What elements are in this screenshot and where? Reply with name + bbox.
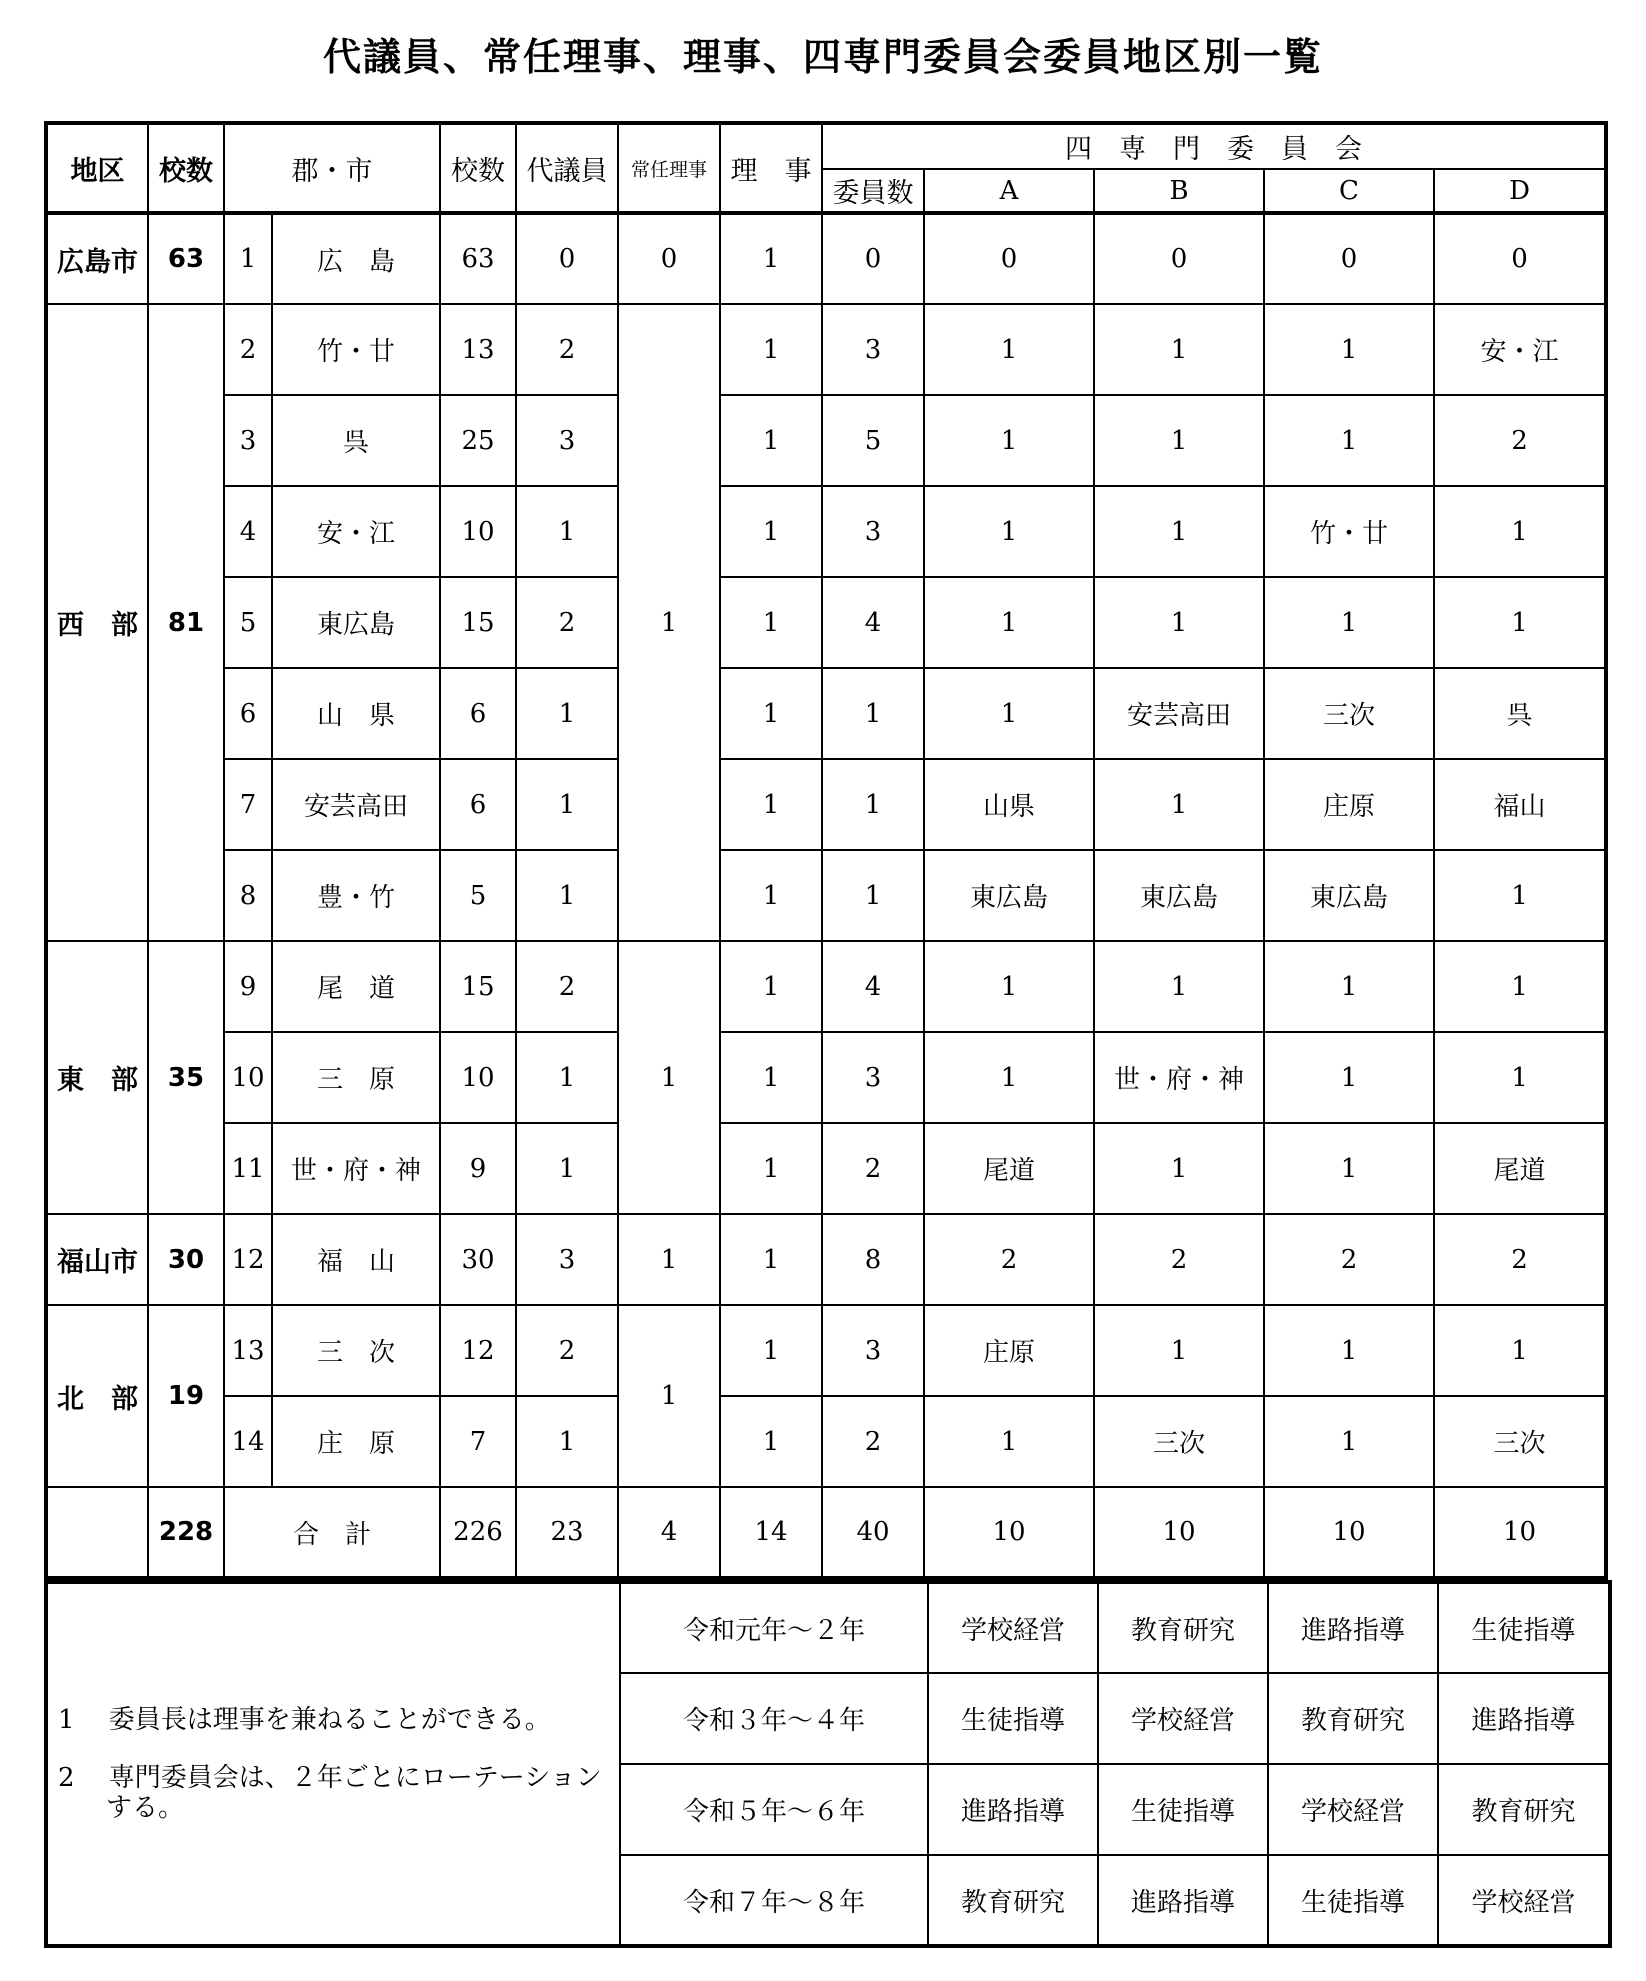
note-1: 1 委員長は理事を兼ねることができる。 bbox=[58, 1705, 551, 1735]
row-schools: 63 bbox=[440, 213, 516, 304]
rotation-d: 教育研究 bbox=[1438, 1764, 1610, 1855]
district-standing: 1 bbox=[618, 1305, 720, 1487]
row-b: 1 bbox=[1094, 1123, 1264, 1214]
row-delegates: 0 bbox=[516, 213, 618, 304]
row-directors: 1 bbox=[720, 850, 822, 941]
row-b: 1 bbox=[1094, 577, 1264, 668]
header-d: D bbox=[1434, 169, 1606, 213]
row-schools: 9 bbox=[440, 1123, 516, 1214]
row-d: 三次 bbox=[1434, 1396, 1606, 1487]
row-b: 東広島 bbox=[1094, 850, 1264, 941]
row-name: 庄 原 bbox=[272, 1396, 440, 1487]
row-directors: 1 bbox=[720, 941, 822, 1032]
row-name: 三 次 bbox=[272, 1305, 440, 1396]
row-b: 1 bbox=[1094, 395, 1264, 486]
total-standing: 4 bbox=[618, 1487, 720, 1578]
header-standing-directors: 常任理事 bbox=[618, 123, 720, 213]
row-name: 竹・廿 bbox=[272, 304, 440, 395]
rotation-d: 生徒指導 bbox=[1438, 1582, 1610, 1673]
row-no: 6 bbox=[224, 668, 272, 759]
row-a: 庄原 bbox=[924, 1305, 1094, 1396]
rotation-c: 教育研究 bbox=[1268, 1673, 1438, 1764]
district-schools: 30 bbox=[148, 1214, 224, 1305]
row-schools: 6 bbox=[440, 759, 516, 850]
row-d: 1 bbox=[1434, 577, 1606, 668]
row-directors: 1 bbox=[720, 304, 822, 395]
row-c: 0 bbox=[1264, 213, 1434, 304]
total-directors: 14 bbox=[720, 1487, 822, 1578]
row-c: 1 bbox=[1264, 941, 1434, 1032]
header-directors: 理 事 bbox=[720, 123, 822, 213]
row-b: 1 bbox=[1094, 759, 1264, 850]
rotation-b: 学校経営 bbox=[1098, 1673, 1268, 1764]
row-d: 0 bbox=[1434, 213, 1606, 304]
total-schools-2: 226 bbox=[440, 1487, 516, 1578]
row-no: 2 bbox=[224, 304, 272, 395]
row-a: 1 bbox=[924, 486, 1094, 577]
row-c: 1 bbox=[1264, 395, 1434, 486]
row-a: 0 bbox=[924, 213, 1094, 304]
row-a: 1 bbox=[924, 304, 1094, 395]
row-directors: 1 bbox=[720, 395, 822, 486]
row-d: 1 bbox=[1434, 850, 1606, 941]
row-c: 東広島 bbox=[1264, 850, 1434, 941]
total-schools: 228 bbox=[148, 1487, 224, 1578]
header-district: 地区 bbox=[46, 123, 148, 213]
row-schools: 7 bbox=[440, 1396, 516, 1487]
row-schools: 12 bbox=[440, 1305, 516, 1396]
total-label: 合 計 bbox=[224, 1487, 440, 1578]
rotation-d: 学校経営 bbox=[1438, 1855, 1610, 1946]
row-delegates: 1 bbox=[516, 759, 618, 850]
row-members: 4 bbox=[822, 941, 924, 1032]
row-delegates: 1 bbox=[516, 486, 618, 577]
district-name: 東 部 bbox=[46, 941, 148, 1214]
row-c: 1 bbox=[1264, 1305, 1434, 1396]
row-no: 11 bbox=[224, 1123, 272, 1214]
rotation-c: 生徒指導 bbox=[1268, 1855, 1438, 1946]
row-schools: 15 bbox=[440, 577, 516, 668]
row-delegates: 2 bbox=[516, 941, 618, 1032]
row-a: 1 bbox=[924, 668, 1094, 759]
row-b: 1 bbox=[1094, 941, 1264, 1032]
row-name: 山 県 bbox=[272, 668, 440, 759]
row-no: 9 bbox=[224, 941, 272, 1032]
row-name: 呉 bbox=[272, 395, 440, 486]
notes bbox=[46, 1582, 620, 1946]
row-directors: 1 bbox=[720, 1396, 822, 1487]
row-name: 三 原 bbox=[272, 1032, 440, 1123]
row-name: 尾 道 bbox=[272, 941, 440, 1032]
district-schools: 81 bbox=[148, 304, 224, 941]
header-c: C bbox=[1264, 169, 1434, 213]
row-delegates: 1 bbox=[516, 1032, 618, 1123]
row-directors: 1 bbox=[720, 213, 822, 304]
district-name: 西 部 bbox=[46, 304, 148, 941]
row-delegates: 1 bbox=[516, 668, 618, 759]
row-d: 2 bbox=[1434, 395, 1606, 486]
row-directors: 1 bbox=[720, 577, 822, 668]
total-b: 10 bbox=[1094, 1487, 1264, 1578]
row-delegates: 3 bbox=[516, 395, 618, 486]
row-members: 1 bbox=[822, 759, 924, 850]
row-delegates: 2 bbox=[516, 577, 618, 668]
row-no: 12 bbox=[224, 1214, 272, 1305]
rotation-c: 進路指導 bbox=[1268, 1582, 1438, 1673]
total-a: 10 bbox=[924, 1487, 1094, 1578]
row-d: 福山 bbox=[1434, 759, 1606, 850]
row-b: 1 bbox=[1094, 304, 1264, 395]
row-b: 2 bbox=[1094, 1214, 1264, 1305]
header-gun-shi: 郡・市 bbox=[224, 123, 440, 213]
row-delegates: 2 bbox=[516, 304, 618, 395]
row-members: 0 bbox=[822, 213, 924, 304]
row-b: 安芸高田 bbox=[1094, 668, 1264, 759]
row-no: 8 bbox=[224, 850, 272, 941]
row-schools: 6 bbox=[440, 668, 516, 759]
district-schools: 35 bbox=[148, 941, 224, 1214]
row-delegates: 1 bbox=[516, 850, 618, 941]
row-a: 1 bbox=[924, 395, 1094, 486]
row-delegates: 1 bbox=[516, 1396, 618, 1487]
row-name: 福 山 bbox=[272, 1214, 440, 1305]
total-c: 10 bbox=[1264, 1487, 1434, 1578]
rotation-b: 進路指導 bbox=[1098, 1855, 1268, 1946]
row-d: 安・江 bbox=[1434, 304, 1606, 395]
row-members: 3 bbox=[822, 486, 924, 577]
row-no: 3 bbox=[224, 395, 272, 486]
header-members: 委員数 bbox=[822, 169, 924, 213]
row-members: 3 bbox=[822, 1032, 924, 1123]
row-no: 1 bbox=[224, 213, 272, 304]
row-schools: 30 bbox=[440, 1214, 516, 1305]
row-members: 1 bbox=[822, 668, 924, 759]
row-members: 3 bbox=[822, 304, 924, 395]
row-schools: 13 bbox=[440, 304, 516, 395]
row-members: 5 bbox=[822, 395, 924, 486]
row-name: 広 島 bbox=[272, 213, 440, 304]
district-standing: 1 bbox=[618, 304, 720, 941]
row-name: 世・府・神 bbox=[272, 1123, 440, 1214]
district-schools: 63 bbox=[148, 213, 224, 304]
row-delegates: 3 bbox=[516, 1214, 618, 1305]
header-delegates: 代議員 bbox=[516, 123, 618, 213]
district-standing: 1 bbox=[618, 1214, 720, 1305]
row-no: 7 bbox=[224, 759, 272, 850]
row-members: 4 bbox=[822, 577, 924, 668]
district-table bbox=[44, 121, 1608, 1580]
rotation-b: 教育研究 bbox=[1098, 1582, 1268, 1673]
row-c: 1 bbox=[1264, 1396, 1434, 1487]
district-standing: 0 bbox=[618, 213, 720, 304]
row-name: 安芸高田 bbox=[272, 759, 440, 850]
row-directors: 1 bbox=[720, 1214, 822, 1305]
rotation-a: 教育研究 bbox=[928, 1855, 1098, 1946]
row-schools: 5 bbox=[440, 850, 516, 941]
row-schools: 10 bbox=[440, 486, 516, 577]
row-a: 尾道 bbox=[924, 1123, 1094, 1214]
row-c: 竹・廿 bbox=[1264, 486, 1434, 577]
row-name: 安・江 bbox=[272, 486, 440, 577]
district-name: 北 部 bbox=[46, 1305, 148, 1487]
row-members: 8 bbox=[822, 1214, 924, 1305]
rotation-a: 進路指導 bbox=[928, 1764, 1098, 1855]
row-c: 三次 bbox=[1264, 668, 1434, 759]
row-c: 1 bbox=[1264, 1123, 1434, 1214]
header-school-count-2: 校数 bbox=[440, 123, 516, 213]
row-d: 1 bbox=[1434, 486, 1606, 577]
row-no: 14 bbox=[224, 1396, 272, 1487]
total-blank bbox=[46, 1487, 148, 1578]
row-d: 1 bbox=[1434, 1305, 1606, 1396]
district-schools: 19 bbox=[148, 1305, 224, 1487]
row-no: 5 bbox=[224, 577, 272, 668]
row-members: 2 bbox=[822, 1123, 924, 1214]
total-delegates: 23 bbox=[516, 1487, 618, 1578]
row-a: 2 bbox=[924, 1214, 1094, 1305]
row-b: 三次 bbox=[1094, 1396, 1264, 1487]
row-directors: 1 bbox=[720, 486, 822, 577]
row-d: 1 bbox=[1434, 1032, 1606, 1123]
row-a: 山県 bbox=[924, 759, 1094, 850]
rotation-a: 生徒指導 bbox=[928, 1673, 1098, 1764]
row-c: 1 bbox=[1264, 1032, 1434, 1123]
row-name: 豊・竹 bbox=[272, 850, 440, 941]
row-schools: 10 bbox=[440, 1032, 516, 1123]
rotation-period: 令和３年～４年 bbox=[620, 1673, 928, 1764]
row-delegates: 2 bbox=[516, 1305, 618, 1396]
header-school-count: 校数 bbox=[148, 123, 224, 213]
row-directors: 1 bbox=[720, 668, 822, 759]
rotation-period: 令和７年～８年 bbox=[620, 1855, 928, 1946]
row-no: 10 bbox=[224, 1032, 272, 1123]
row-b: 0 bbox=[1094, 213, 1264, 304]
row-directors: 1 bbox=[720, 1123, 822, 1214]
row-c: 庄原 bbox=[1264, 759, 1434, 850]
row-d: 呉 bbox=[1434, 668, 1606, 759]
district-name: 広島市 bbox=[46, 213, 148, 304]
row-d: 2 bbox=[1434, 1214, 1606, 1305]
rotation-period: 令和５年～６年 bbox=[620, 1764, 928, 1855]
total-d: 10 bbox=[1434, 1487, 1606, 1578]
note-2: 2 専門委員会は、２年ごとにローテーションする。 bbox=[58, 1763, 602, 1823]
row-a: 1 bbox=[924, 941, 1094, 1032]
row-c: 2 bbox=[1264, 1214, 1434, 1305]
row-d: 1 bbox=[1434, 941, 1606, 1032]
total-members: 40 bbox=[822, 1487, 924, 1578]
row-d: 尾道 bbox=[1434, 1123, 1606, 1214]
district-name: 福山市 bbox=[46, 1214, 148, 1305]
rotation-a: 学校経営 bbox=[928, 1582, 1098, 1673]
row-a: 東広島 bbox=[924, 850, 1094, 941]
rotation-period: 令和元年～２年 bbox=[620, 1582, 928, 1673]
header-b: B bbox=[1094, 169, 1264, 213]
row-a: 1 bbox=[924, 577, 1094, 668]
row-directors: 1 bbox=[720, 1305, 822, 1396]
row-b: 1 bbox=[1094, 486, 1264, 577]
row-c: 1 bbox=[1264, 304, 1434, 395]
row-name: 東広島 bbox=[272, 577, 440, 668]
rotation-b: 生徒指導 bbox=[1098, 1764, 1268, 1855]
row-members: 3 bbox=[822, 1305, 924, 1396]
row-directors: 1 bbox=[720, 759, 822, 850]
row-schools: 15 bbox=[440, 941, 516, 1032]
page-title: 代議員、常任理事、理事、四専門委員会委員地区別一覧 bbox=[322, 35, 1323, 79]
row-a: 1 bbox=[924, 1396, 1094, 1487]
row-schools: 25 bbox=[440, 395, 516, 486]
row-a: 1 bbox=[924, 1032, 1094, 1123]
row-delegates: 1 bbox=[516, 1123, 618, 1214]
rotation-table bbox=[44, 1580, 1612, 1948]
row-no: 4 bbox=[224, 486, 272, 577]
header-a: A bbox=[924, 169, 1094, 213]
district-standing: 1 bbox=[618, 941, 720, 1214]
row-b: 世・府・神 bbox=[1094, 1032, 1264, 1123]
row-members: 2 bbox=[822, 1396, 924, 1487]
row-directors: 1 bbox=[720, 1032, 822, 1123]
row-b: 1 bbox=[1094, 1305, 1264, 1396]
row-no: 13 bbox=[224, 1305, 272, 1396]
row-members: 1 bbox=[822, 850, 924, 941]
rotation-d: 進路指導 bbox=[1438, 1673, 1610, 1764]
header-committees: 四 専 門 委 員 会 bbox=[822, 123, 1606, 169]
row-c: 1 bbox=[1264, 577, 1434, 668]
rotation-c: 学校経営 bbox=[1268, 1764, 1438, 1855]
